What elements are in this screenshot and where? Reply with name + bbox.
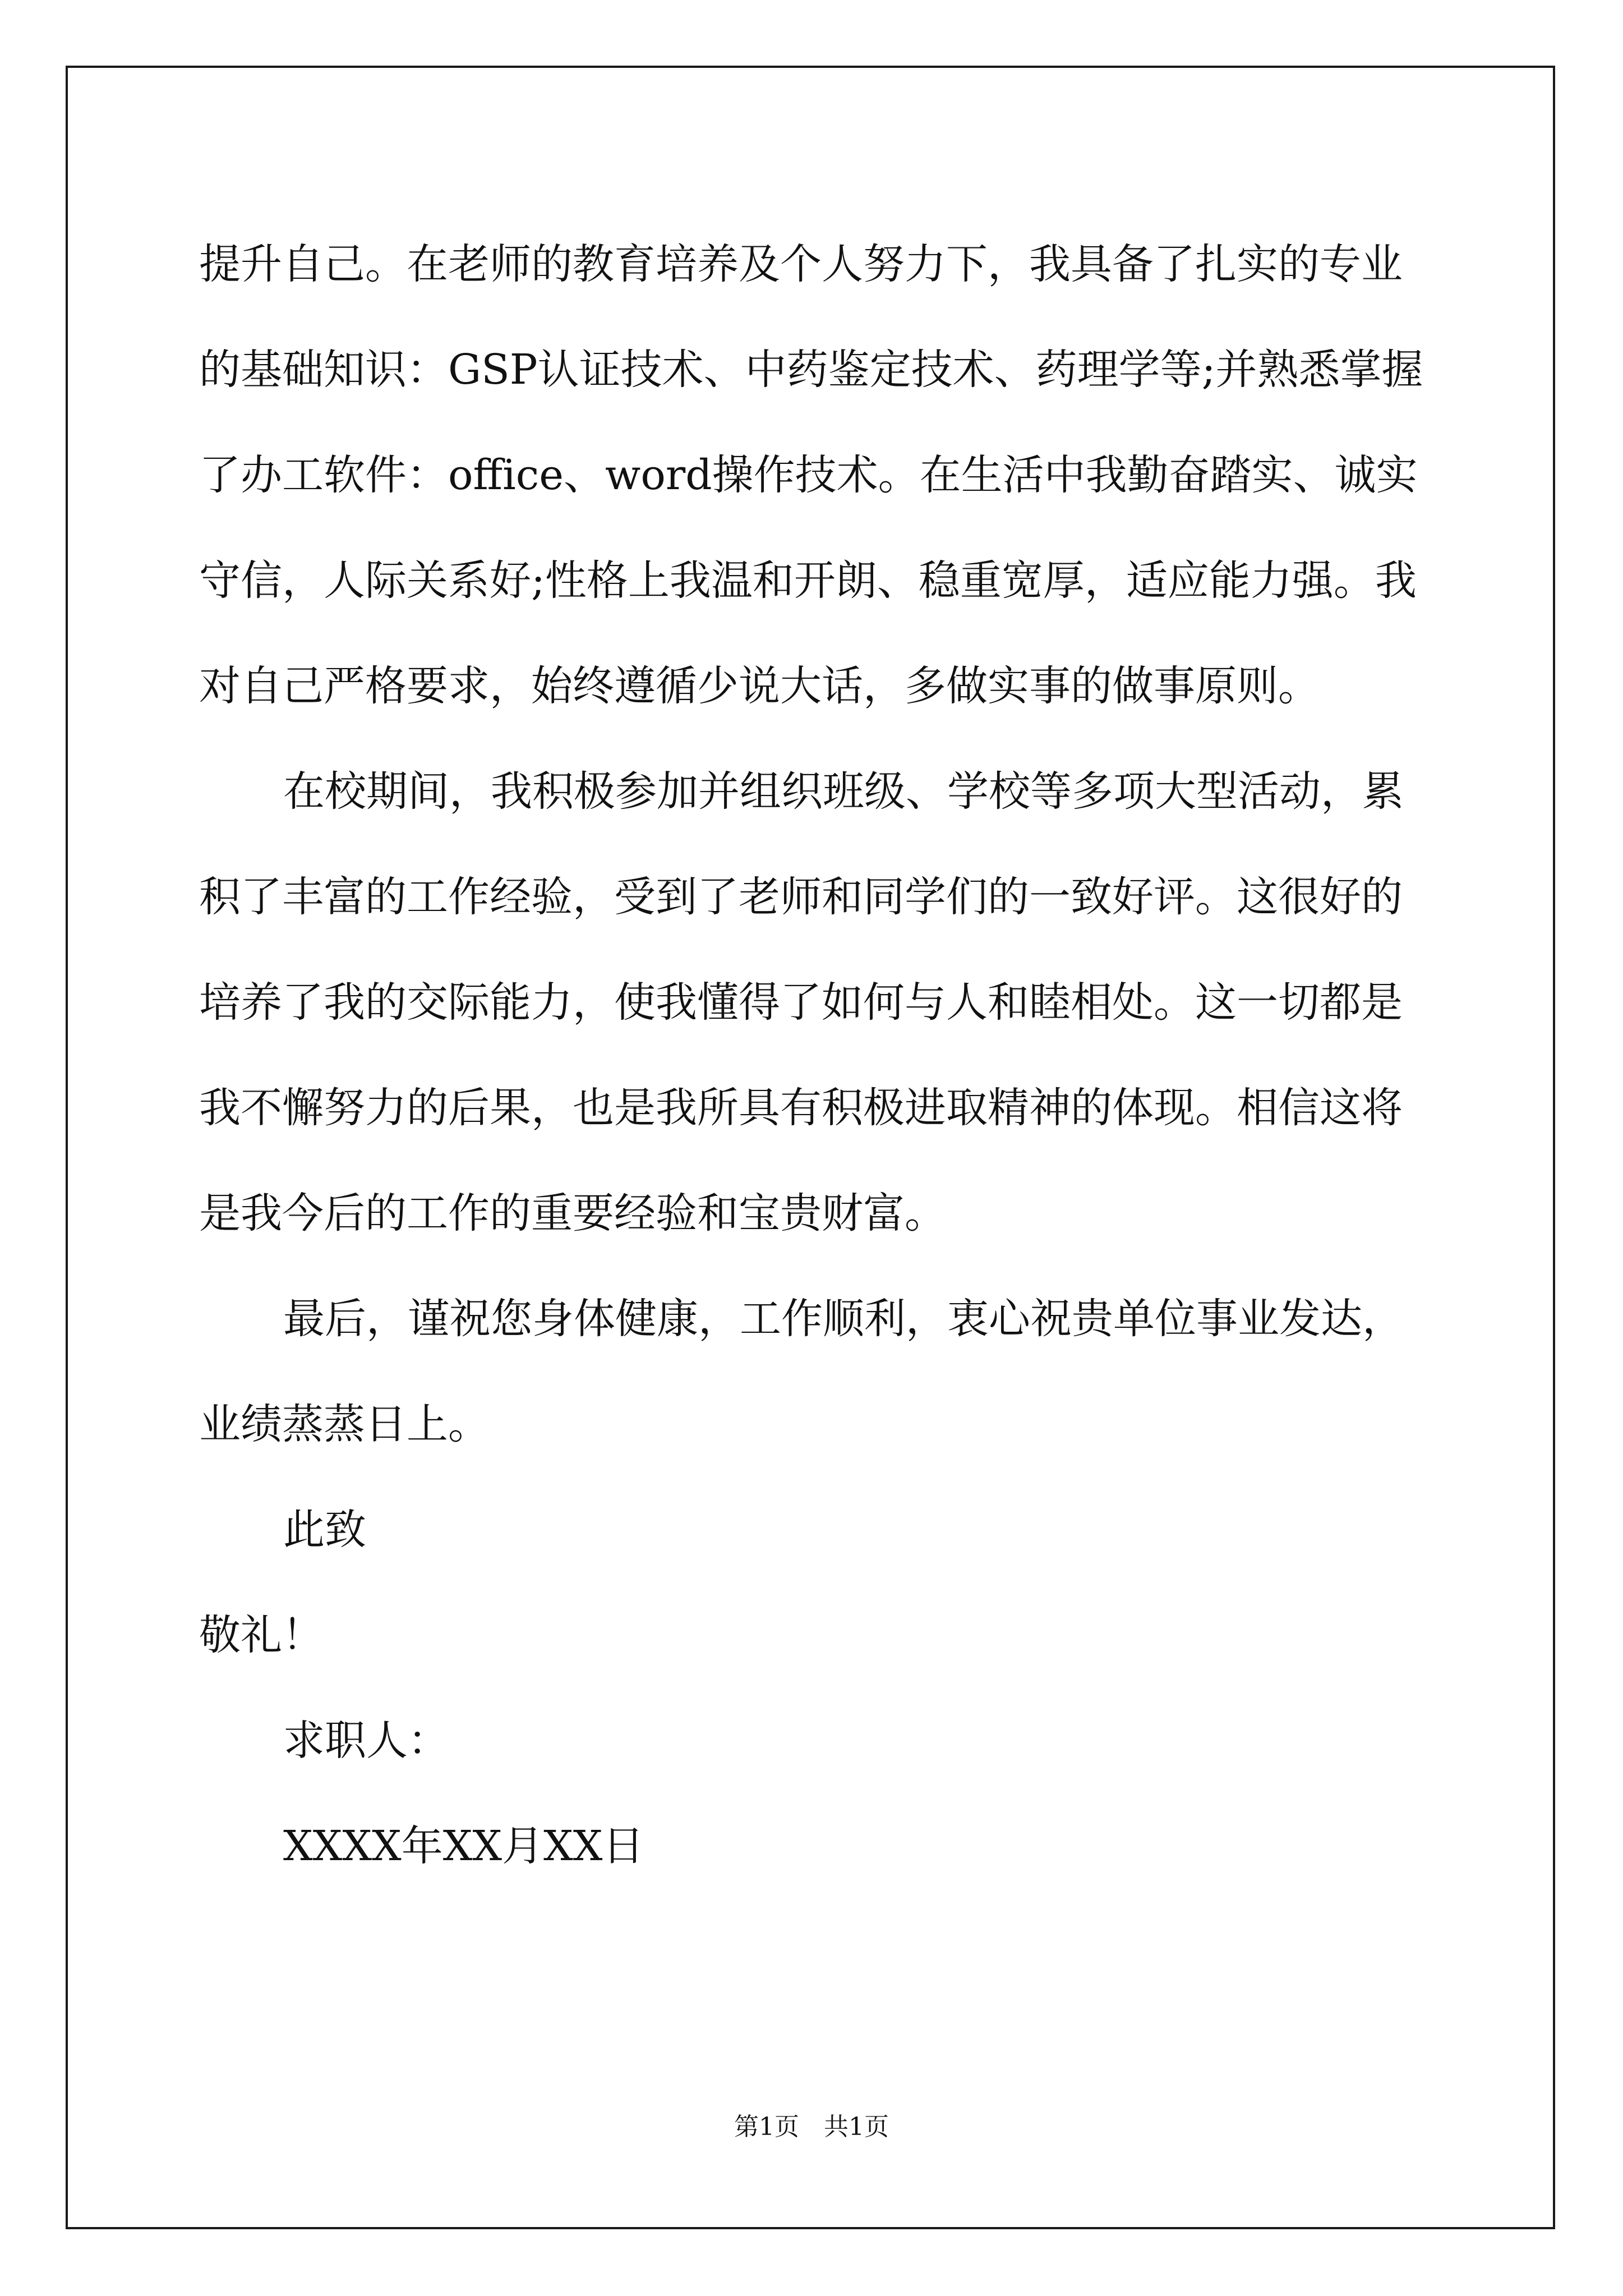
total-pages: 共1页 <box>824 2113 889 2141</box>
paragraph-1: 提升自己。在老师的教育培养及个人努力下，我具备了扎实的专业的基础知识：GSP认证技术、中药鉴定技术、药理学等;并熟悉掌握了办工软件：office、word操作技术。在生活中我勤奋踏实、诚实守信，人际关系好;性格上我温和开朗、稳重宽厚，适应能力强。我对自己严格要求，始终遵循少说大话，多做实事的做事原则。 <box>199 240 1423 710</box>
signature-label: 求职人： <box>283 1717 449 1765</box>
salute-line: 敬礼！ <box>199 1611 324 1659</box>
date-line: XXXX年XX月XX日 <box>283 1822 644 1870</box>
paragraph-3: 最后，谨祝您身体健康，工作顺利，衷心祝贵单位事业发达，业绩蒸蒸日上。 <box>199 1295 1404 1448</box>
page-number: 第1页 <box>734 2113 799 2141</box>
page-footer <box>0 2106 1623 2142</box>
paragraph-2: 在校期间，我积极参加并组织班级、学校等多项大型活动，累积了丰富的工作经验，受到了老师和同学们的一致好评。这很好的培养了我的交际能力，使我懂得了如何与人和睦相处。这一切都是我不懈努力的后果，也是我所具有积极进取精神的体现。相信这将是我今后的工作的重要经验和宝贵财富。 <box>199 767 1404 1237</box>
closing-line: 此致 <box>283 1506 366 1554</box>
document-body <box>199 211 1433 1899</box>
